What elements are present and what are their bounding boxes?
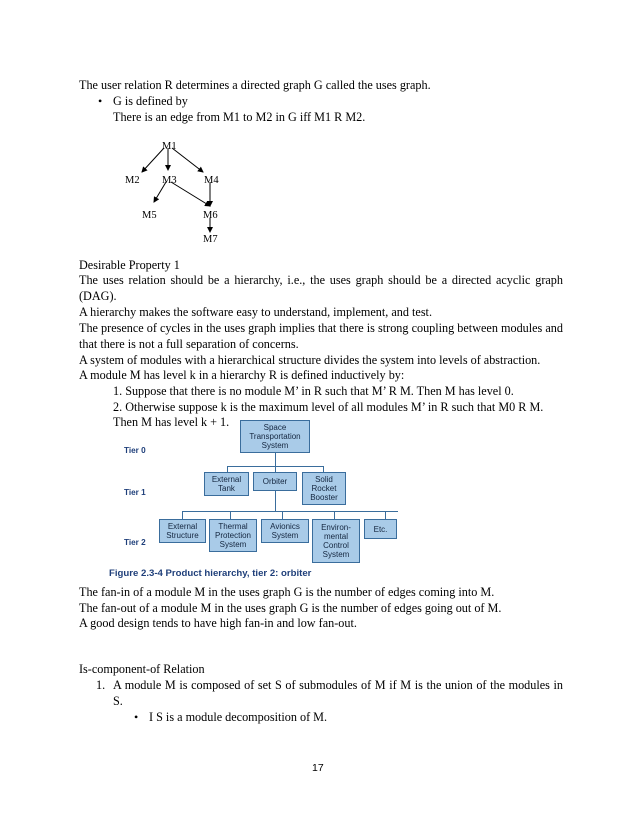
figure-caption: Figure 2.3-4 Product hierarchy, tier 2: orbiter [109, 568, 312, 579]
paragraph: A system of modules with a hierarchical structure divides the system into levels of abstraction. [79, 353, 541, 367]
list-item: 2. Otherwise suppose k is the maximum level of all modules M’ in R such that M0 R M. [113, 400, 544, 414]
graph-node-m1: M1 [162, 141, 177, 152]
hierarchy-box-thermal-protection-system: Thermal Protection System [209, 519, 257, 552]
bullet-item: • G is defined by [113, 93, 188, 109]
edge-m1-m2 [142, 148, 164, 172]
paragraph: A hierarchy makes the software easy to understand, implement, and test. [79, 305, 432, 319]
paragraph: The uses relation should be a hierarchy, i.e., the uses graph should be a directed acyclic graph (DAG). [79, 273, 563, 303]
product-hierarchy-diagram [108, 414, 530, 580]
list-item: 1. Suppose that there is no module M’ in R such that M’ R M. Then M has level 0. [113, 384, 514, 398]
graph-node-m6: M6 [203, 210, 218, 221]
connector [230, 511, 231, 519]
section-heading: Desirable Property 1 [79, 258, 180, 272]
edge-m1-m4 [172, 148, 203, 172]
paragraph: A module M has level k in a hierarchy R is defined inductively by: [79, 368, 405, 382]
connector [275, 491, 276, 511]
connector [182, 511, 183, 519]
connector [275, 452, 276, 466]
hierarchy-box-orbiter: Orbiter [253, 472, 297, 491]
tier-label: Tier 1 [124, 488, 146, 497]
intro-paragraph: The user relation R determines a directed graph G called the uses graph. [79, 78, 431, 92]
list-number: 1. [96, 678, 106, 692]
paragraph: The fan-in of a module M in the uses graph G is the number of edges coming into M. [79, 585, 495, 599]
tier-label: Tier 0 [124, 446, 146, 455]
paragraph: The presence of cycles in the uses graph implies that there is strong coupling between modules and that there is not a full separation of concerns. [79, 321, 563, 351]
sub-bullet-item: • I S is a module decomposition of M. [149, 709, 327, 725]
connector [334, 511, 335, 519]
graph-node-m5: M5 [142, 210, 157, 221]
page-number: 17 [312, 762, 324, 774]
connector [282, 511, 283, 519]
hierarchy-box-etc: Etc. [364, 519, 397, 539]
hierarchy-box-external-structure: External Structure [159, 519, 206, 543]
list-item: A module M is composed of set S of submodules of M if M is the union of the modules in S. [113, 678, 563, 708]
section-heading: Is-component-of Relation [79, 662, 205, 676]
graph-node-m4: M4 [204, 175, 219, 186]
graph-node-m7: M7 [203, 234, 218, 244]
tier-label: Tier 2 [124, 538, 146, 547]
graph-node-m3: M3 [162, 175, 177, 186]
hierarchy-box-avionics-system: Avionics System [261, 519, 309, 543]
graph-node-m2: M2 [125, 175, 140, 186]
hierarchy-box-space-transportation-system: Space Transportation System [240, 420, 310, 453]
paragraph: The fan-out of a module M in the uses graph G is the number of edges going out of M. [79, 601, 502, 615]
connector [385, 511, 386, 519]
bullet-detail: There is an edge from M1 to M2 in G iff M1 R M2. [113, 110, 366, 124]
hierarchy-box-solid-rocket-booster: Solid Rocket Booster [302, 472, 346, 505]
list-item-continuation: Then M has level k + 1. [113, 415, 230, 429]
paragraph: A good design tends to have high fan-in and low fan-out. [79, 616, 357, 630]
connector [182, 511, 398, 512]
hierarchy-box-environmental-control-system: Environ- mental Control System [312, 519, 360, 563]
hierarchy-box-external-tank: External Tank [204, 472, 249, 496]
uses-graph-diagram [118, 132, 248, 244]
